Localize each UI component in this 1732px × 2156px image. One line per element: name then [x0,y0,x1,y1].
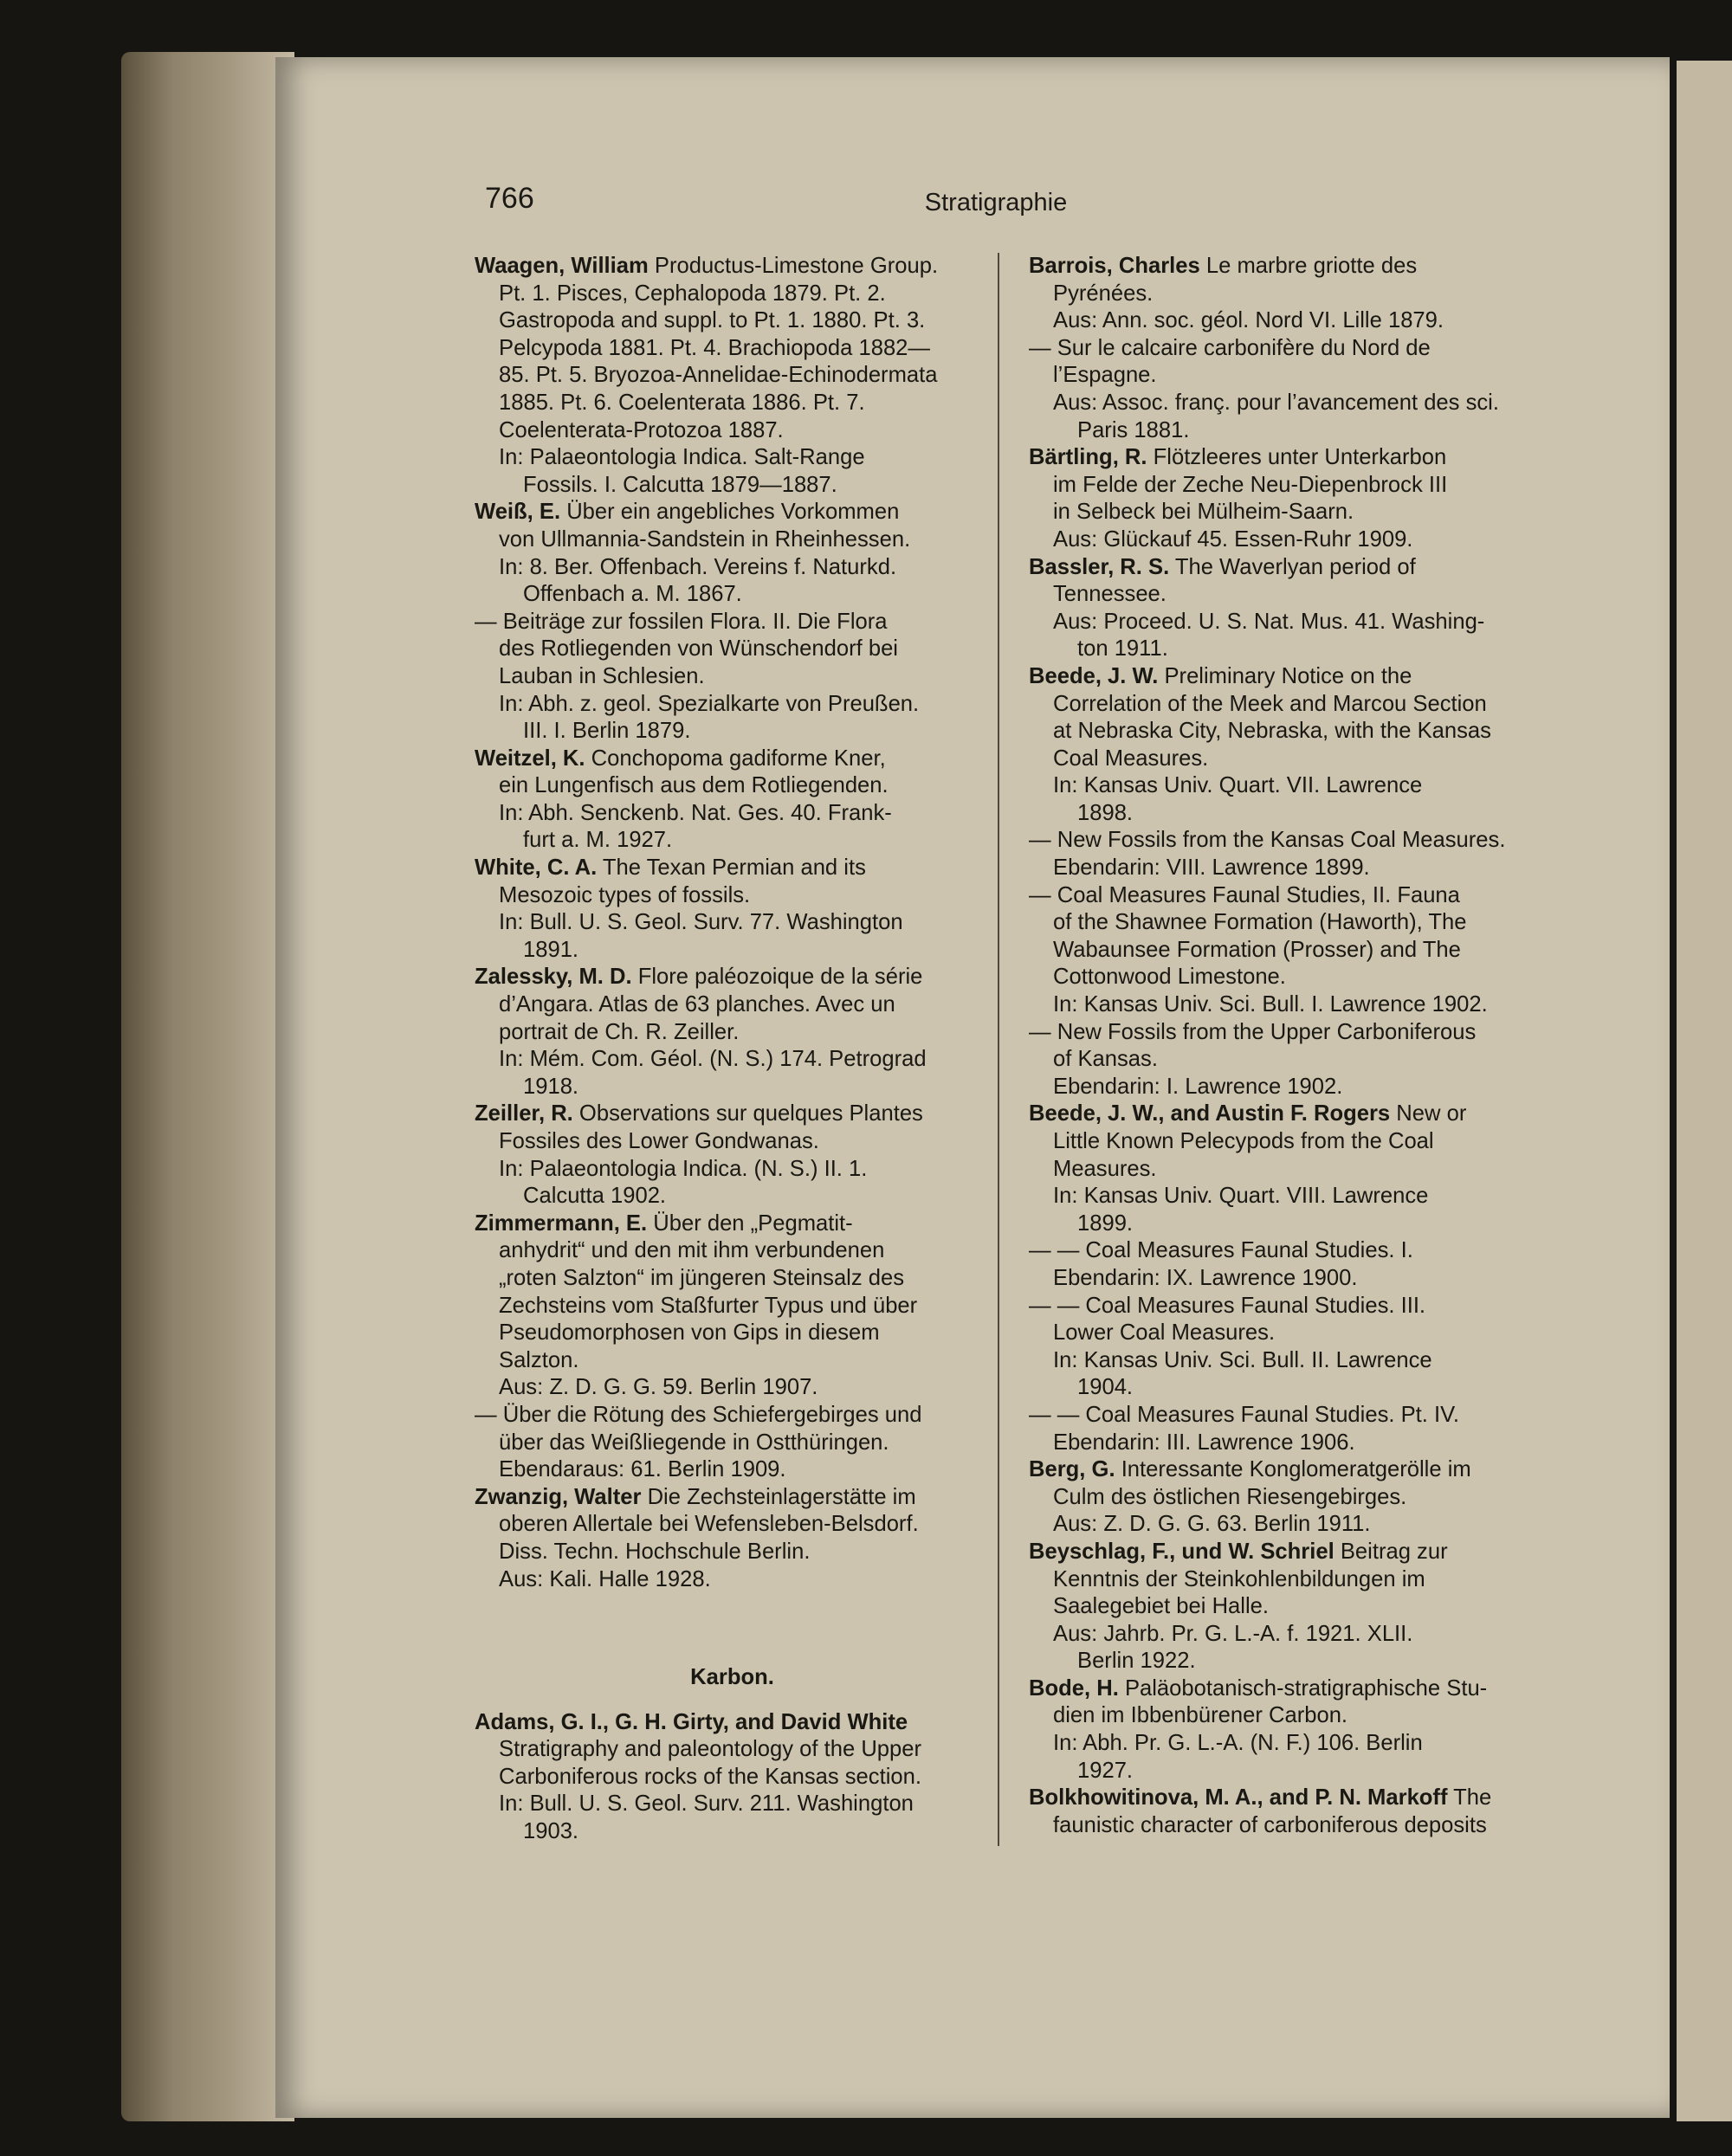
entry-source [475,1566,990,1594]
entry-title-text: d’Angara. Atlas de 63 planches. Avec un [499,992,895,1017]
entry-line [475,499,990,526]
entry-source-line: Offenbach a. M. 1867. [523,582,742,607]
entry-line [475,417,990,445]
entry-title-text: Flötzleeres unter Unterkarbon [1153,445,1447,470]
entry-source-line: 1898. [1077,800,1134,825]
bibliography-entry [1029,1675,1544,1785]
entry-title-text: — — Coal Measures Faunal Studies. I. [1029,1238,1413,1263]
entry-line [475,636,990,663]
entry-line [475,1293,990,1320]
entry-line [1029,1402,1544,1430]
book-page-edges [121,52,294,2121]
entry-title-text: Pelcypoda 1881. Pt. 4. Brachiopoda 1882— [499,335,931,360]
entry-title-text: — Sur le calcaire carbonifère du Nord de [1029,335,1431,360]
entry-line [475,1019,990,1047]
bibliography-entry [1029,663,1544,828]
entry-source [475,1374,990,1402]
entry-source [1029,390,1544,444]
entry-source-line: In: Kansas Univ. Quart. VII. Lawrence [1053,773,1423,798]
entry-source [1029,772,1544,827]
entry-line [1029,1046,1544,1074]
entry-line [1029,1566,1544,1594]
entry-source [475,444,990,499]
entry-source [475,909,990,964]
entry-source-line: In: Abh. Pr. G. L.-A. (N. F.) 106. Berlin [1053,1731,1423,1756]
entry-source-line: Paris 1881. [1077,417,1190,442]
entry-source-line: ton 1911. [1077,636,1168,662]
entry-source-line: Berlin 1922. [1077,1649,1196,1674]
entry-line [475,281,990,308]
entry-source-line: 1891. [523,937,579,962]
entry-title-text: faunistic character of carboniferous deposits [1053,1812,1487,1837]
entry-line [475,1484,990,1512]
entry-title-text: — New Fossils from the Upper Carboniferous [1029,1019,1477,1044]
entry-author: Bode, H. [1029,1675,1119,1701]
entry-line [475,991,990,1019]
entry-source-line: Aus: Kali. Halle 1928. [499,1566,711,1591]
bibliography-entry [1029,444,1544,553]
entry-line [1029,1593,1544,1621]
entry-line [1029,691,1544,719]
entry-title-text: 1885. Pt. 6. Coelenterata 1886. Pt. 7. [499,390,865,415]
entry-line [475,1128,990,1156]
entry-source-line: III. I. Berlin 1879. [523,719,691,744]
entry-source [1029,991,1544,1019]
entry-title-text: „roten Salzton“ im jüngeren Steinsalz des [499,1265,905,1290]
entry-title-text: Culm des östlichen Riesengebirges. [1053,1484,1407,1509]
entry-author: Adams, G. I., G. H. Girty, and David White [475,1709,908,1734]
entry-line [1029,1484,1544,1512]
bibliography-entry [1029,335,1544,444]
entry-line [475,663,990,691]
bibliography-entry [475,1484,990,1593]
entry-line [475,855,990,882]
page-number: 766 [485,182,534,215]
entry-line [1029,1675,1544,1703]
entry-title-text: Tennessee. [1053,582,1167,607]
entry-author: Zwanzig, Walter [475,1484,642,1509]
bibliography-entry [475,609,990,746]
entry-line [1029,1237,1544,1265]
entry-line [1029,1702,1544,1730]
entry-line [1029,964,1544,991]
entry-source-line: Aus: Assoc. franç. pour l’avancement des sci. [1053,390,1499,415]
entry-line [475,253,990,281]
entry-title-text: Kenntnis der Steinkohlenbildungen im [1053,1566,1425,1591]
entry-title-text: Cottonwood Limestone. [1053,965,1286,990]
entry-author: Zimmermann, E. [475,1210,648,1236]
entry-source-line: In: Palaeontologia Indica. Salt-Range [499,445,865,470]
entry-title-text: oberen Allertale bei Wefensleben-Belsdorf. [499,1512,919,1537]
entry-line [1029,718,1544,746]
entry-title-text: Diss. Techn. Hochschule Berlin. [499,1539,811,1564]
bibliography-entry [475,253,990,499]
entry-source-line: In: Mém. Com. Géol. (N. S.) 174. Petrograd [499,1047,927,1072]
entry-title-text: Mesozoic types of fossils. [499,882,751,907]
entry-line [1029,444,1544,472]
entry-line [1029,1812,1544,1840]
entry-source-line: 1899. [1077,1210,1134,1236]
entry-source [475,691,990,746]
facing-page-edge [1677,61,1732,2121]
entry-line [1029,1019,1544,1047]
entry-author: Berg, G. [1029,1457,1115,1482]
entry-title-text: ein Lungenfisch aus dem Rotliegenden. [499,773,889,798]
entry-source [475,554,990,609]
entry-source [1029,1730,1544,1785]
entry-source-line: Fossils. I. Calcutta 1879—1887. [523,472,837,497]
entry-author: Zalessky, M. D. [475,965,632,990]
entry-source-line: 1927. [1077,1758,1134,1783]
entry-source-line: In: Kansas Univ. Sci. Bull. I. Lawrence 1902. [1053,992,1488,1017]
entry-title-text: — Über die Rötung des Schiefergebirges und [475,1402,922,1427]
bibliography-entry [475,499,990,608]
entry-line [475,1709,990,1737]
entry-source [1029,1074,1544,1101]
entry-line [475,1430,990,1457]
bibliography-entry [475,964,990,1101]
entry-source [1029,1621,1544,1675]
entry-title-text: Little Known Pelecypods from the Coal [1053,1129,1434,1153]
entry-line [475,390,990,417]
entry-source-line: Ebendarin: VIII. Lawrence 1899. [1053,855,1370,881]
entry-line [475,1402,990,1430]
entry-line [1029,882,1544,910]
entry-line [1029,1320,1544,1347]
bibliography-entry [475,1210,990,1402]
entry-line [475,1511,990,1539]
bibliography-entry [1029,882,1544,1019]
bibliography-entry [475,746,990,855]
entry-title-text: Measures. [1053,1156,1157,1181]
entry-author: Barrois, Charles [1029,254,1200,278]
column-divider [998,253,999,1846]
entry-line [475,1210,990,1238]
entry-source-line: Ebendaraus: 61. Berlin 1909. [499,1457,786,1482]
entry-title-text: Coelenterata-Protozoa 1887. [499,417,784,442]
entry-title-text: Über ein angebliches Vorkommen [566,500,900,525]
bibliography-entry [1029,554,1544,663]
entry-source-line: In: Kansas Univ. Sci. Bull. II. Lawrence [1053,1347,1432,1372]
entry-title-text: — — Coal Measures Faunal Studies. Pt. IV. [1029,1402,1459,1427]
right-column [1029,253,1544,1839]
bibliography-entry [1029,1101,1544,1237]
entry-source [475,1156,990,1210]
entry-author: Beede, J. W. [1029,663,1159,688]
entry-title-text: im Felde der Zeche Neu-Diepenbrock III [1053,472,1448,497]
entry-line [475,526,990,554]
entry-title-text: Saalegebiet bei Halle. [1053,1594,1270,1619]
entry-line [475,1265,990,1293]
entry-line [1029,281,1544,308]
entry-title-text: Observations sur quelques Plantes [578,1101,923,1126]
entry-line [1029,1101,1544,1128]
entry-author: White, C. A. [475,855,598,881]
entry-source-line: 1904. [1077,1375,1134,1400]
entry-title-text: Lauban in Schlesien. [499,663,705,688]
entry-author: Beyschlag, F., und W. Schriel [1029,1539,1335,1564]
entry-source-line: Aus: Glückauf 45. Essen-Ruhr 1909. [1053,526,1413,552]
entry-source [1029,1265,1544,1293]
bibliography-entry [1029,1785,1544,1839]
entry-source [1029,526,1544,554]
entry-title-text: Salzton. [499,1347,579,1372]
entry-title-text: The Waverlyan period of [1174,554,1416,579]
entry-source [1029,307,1544,335]
entry-line [475,772,990,800]
entry-title-text: Pyrénées. [1053,281,1154,306]
entry-source [1029,1347,1544,1402]
entry-source [1029,1430,1544,1457]
bibliography-entry [475,1101,990,1210]
entry-source-line: In: Bull. U. S. Geol. Surv. 211. Washington [499,1791,914,1817]
entry-line [1029,1456,1544,1484]
entry-title-text: Paläobotanisch-stratigraphische Stu- [1124,1675,1488,1701]
bibliography-entry [1029,1019,1544,1101]
entry-author: Bärtling, R. [1029,445,1147,470]
entry-title-text: Correlation of the Meek and Marcou Section [1053,691,1487,716]
entry-author: Bolkhowitinova, M. A., and P. N. Markoff [1029,1785,1448,1811]
entry-title-text: Über den „Pegmatit- [653,1210,853,1236]
entry-title-text: Wabaunsee Formation (Prosser) and The [1053,937,1461,962]
entry-line [475,964,990,991]
entry-source-line: In: Kansas Univ. Quart. VIII. Lawrence [1053,1184,1429,1209]
entry-line [475,1347,990,1375]
entry-line [1029,1128,1544,1156]
entry-title-text: des Rotliegenden von Wünschendorf bei [499,636,898,662]
bibliography-entry [1029,1293,1544,1402]
entry-author: Beede, J. W., and Austin F. Rogers [1029,1101,1391,1126]
entry-source [1029,1183,1544,1237]
bibliography-entry [1029,1402,1544,1456]
entry-line [1029,909,1544,937]
bibliography-entry [1029,1539,1544,1675]
entry-source-line: furt a. M. 1927. [523,828,673,853]
entry-source-line: Aus: Z. D. G. G. 59. Berlin 1907. [499,1375,818,1400]
entry-title-text: Conchopoma gadiforme Kner, [591,746,886,771]
entry-source-line: 1903. [523,1819,579,1844]
entry-line [475,335,990,363]
entry-title-text: l’Espagne. [1053,363,1157,388]
entry-title-text: 85. Pt. 5. Bryozoa-Annelidae-Echinodermata [499,363,938,388]
entry-source [475,1046,990,1101]
entry-title-text: in Selbeck bei Mülheim-Saarn. [1053,500,1354,525]
entry-title-text: — New Fossils from the Kansas Coal Measures. [1029,828,1506,853]
entry-line [475,1764,990,1791]
entry-source [1029,855,1544,882]
entry-title-text: — — Coal Measures Faunal Studies. III. [1029,1293,1426,1318]
entry-title-text: Carboniferous rocks of the Kansas section. [499,1764,921,1789]
entry-line [1029,554,1544,582]
entry-title-text: über das Weißliegende in Ostthüringen. [499,1430,889,1455]
entry-title-text: of the Shawnee Formation (Haworth), The [1053,910,1467,935]
entry-line [1029,581,1544,609]
page-header-title: Stratigraphie [924,189,1068,216]
entry-title-text: Flore paléozoique de la série [637,965,923,990]
entry-title-text: The Texan Permian and its [602,855,866,881]
entry-title-text: Le marbre griotte des [1205,254,1418,278]
entry-title-text: Preliminary Notice on the [1164,663,1412,688]
entry-source-line: In: 8. Ber. Offenbach. Vereins f. Naturkd. [499,554,897,579]
entry-title-text: Fossiles des Lower Gondwanas. [499,1129,819,1153]
entry-source-line: Ebendarin: IX. Lawrence 1900. [1053,1265,1358,1290]
section-heading: Karbon. [690,1665,774,1690]
entry-line [1029,335,1544,363]
entry-title-text: von Ullmannia-Sandstein in Rheinhessen. [499,526,911,552]
entry-source [475,1791,990,1845]
entry-source [1029,1511,1544,1539]
entry-title-text: of Kansas. [1053,1047,1158,1072]
entry-line [1029,663,1544,691]
left-column [475,253,990,1846]
entry-line [475,1101,990,1128]
entry-title-text: — Coal Measures Faunal Studies, II. Fauna [1029,882,1460,907]
entry-source [1029,609,1544,663]
entry-line [1029,746,1544,773]
entry-title-text: — Beiträge zur fossilen Flora. II. Die Flora [475,609,888,634]
entry-title-text: Beitrag zur [1340,1539,1448,1564]
entry-source-line: Calcutta 1902. [523,1184,667,1209]
entry-title-text: Coal Measures. [1053,746,1209,771]
entry-title-text: Die Zechsteinlagerstätte im [647,1484,916,1509]
bibliography-entry [1029,827,1544,881]
entry-line [1029,253,1544,281]
entry-source-line: In: Palaeontologia Indica. (N. S.) II. 1. [499,1156,868,1181]
entry-source-line: Aus: Z. D. G. G. 63. Berlin 1911. [1053,1512,1371,1537]
bibliography-entry [475,855,990,964]
bibliography-entry [1029,1237,1544,1292]
entry-line [1029,1785,1544,1812]
entry-line [1029,937,1544,965]
entry-line [475,362,990,390]
entry-line [475,1237,990,1265]
entry-line [475,307,990,335]
entry-title-text: anhydrit“ und den mit ihm verbundenen [499,1238,885,1263]
entry-line [1029,472,1544,500]
entry-line [1029,1156,1544,1184]
entry-title-text: Stratigraphy and paleontology of the Upper [499,1737,922,1762]
entry-source-line: Ebendarin: III. Lawrence 1906. [1053,1430,1355,1455]
entry-title-text: dien im Ibbenbürener Carbon. [1053,1703,1348,1728]
entry-title-text: Pt. 1. Pisces, Cephalopoda 1879. Pt. 2. [499,281,886,306]
entry-line [475,882,990,910]
entry-title-text: Zechsteins vom Staßfurter Typus und über [499,1293,918,1318]
entry-line [475,1539,990,1566]
entry-line [1029,827,1544,855]
entry-title-text: Lower Coal Measures. [1053,1320,1276,1346]
entry-author: Waagen, William [475,254,649,278]
entry-source-line: 1918. [523,1074,579,1099]
bibliography-entry [1029,253,1544,335]
entry-author: Zeiller, R. [475,1101,573,1126]
entry-title-text: Pseudomorphosen von Gips in diesem [499,1320,880,1346]
entry-title-text: Interessante Konglomeratgerölle im [1121,1457,1471,1482]
entry-source-line: Aus: Jahrb. Pr. G. L.-A. f. 1921. XLII. [1053,1621,1413,1646]
bibliography-entry [475,1709,990,1846]
entry-title-text: at Nebraska City, Nebraska, with the Kansas [1053,719,1491,744]
entry-source [475,1456,990,1484]
entry-author: Bassler, R. S. [1029,554,1170,579]
entry-line [1029,1539,1544,1566]
entry-author: Weitzel, K. [475,746,585,771]
entry-source-line: Ebendarin: I. Lawrence 1902. [1053,1074,1343,1099]
entry-title-text: Gastropoda and suppl. to Pt. 1. 1880. Pt. 3. [499,308,926,333]
entry-line [1029,362,1544,390]
entry-source-line: In: Abh. z. geol. Spezialkarte von Preußen. [499,691,920,716]
entry-line [1029,1293,1544,1320]
entry-title-text: portrait de Ch. R. Zeiller. [499,1019,740,1044]
entry-line [1029,499,1544,526]
entry-source-line: In: Bull. U. S. Geol. Surv. 77. Washington [499,910,903,935]
entry-author: Weiß, E. [475,500,561,525]
entry-title-text: Productus-Limestone Group. [654,254,939,278]
entry-line [475,1320,990,1347]
entry-line [475,1736,990,1764]
entry-source-line: Aus: Ann. soc. géol. Nord VI. Lille 1879. [1053,308,1444,333]
bibliography-entry [475,1402,990,1484]
entry-line [475,609,990,636]
entry-source-line: In: Abh. Senckenb. Nat. Ges. 40. Frank- [499,800,892,825]
bibliography-entry [1029,1456,1544,1539]
entry-line [475,746,990,773]
entry-title-text: The [1453,1785,1492,1811]
entry-source [475,800,990,855]
entry-source-line: Aus: Proceed. U. S. Nat. Mus. 41. Washing- [1053,609,1485,634]
entry-title-text: New or [1396,1101,1467,1126]
